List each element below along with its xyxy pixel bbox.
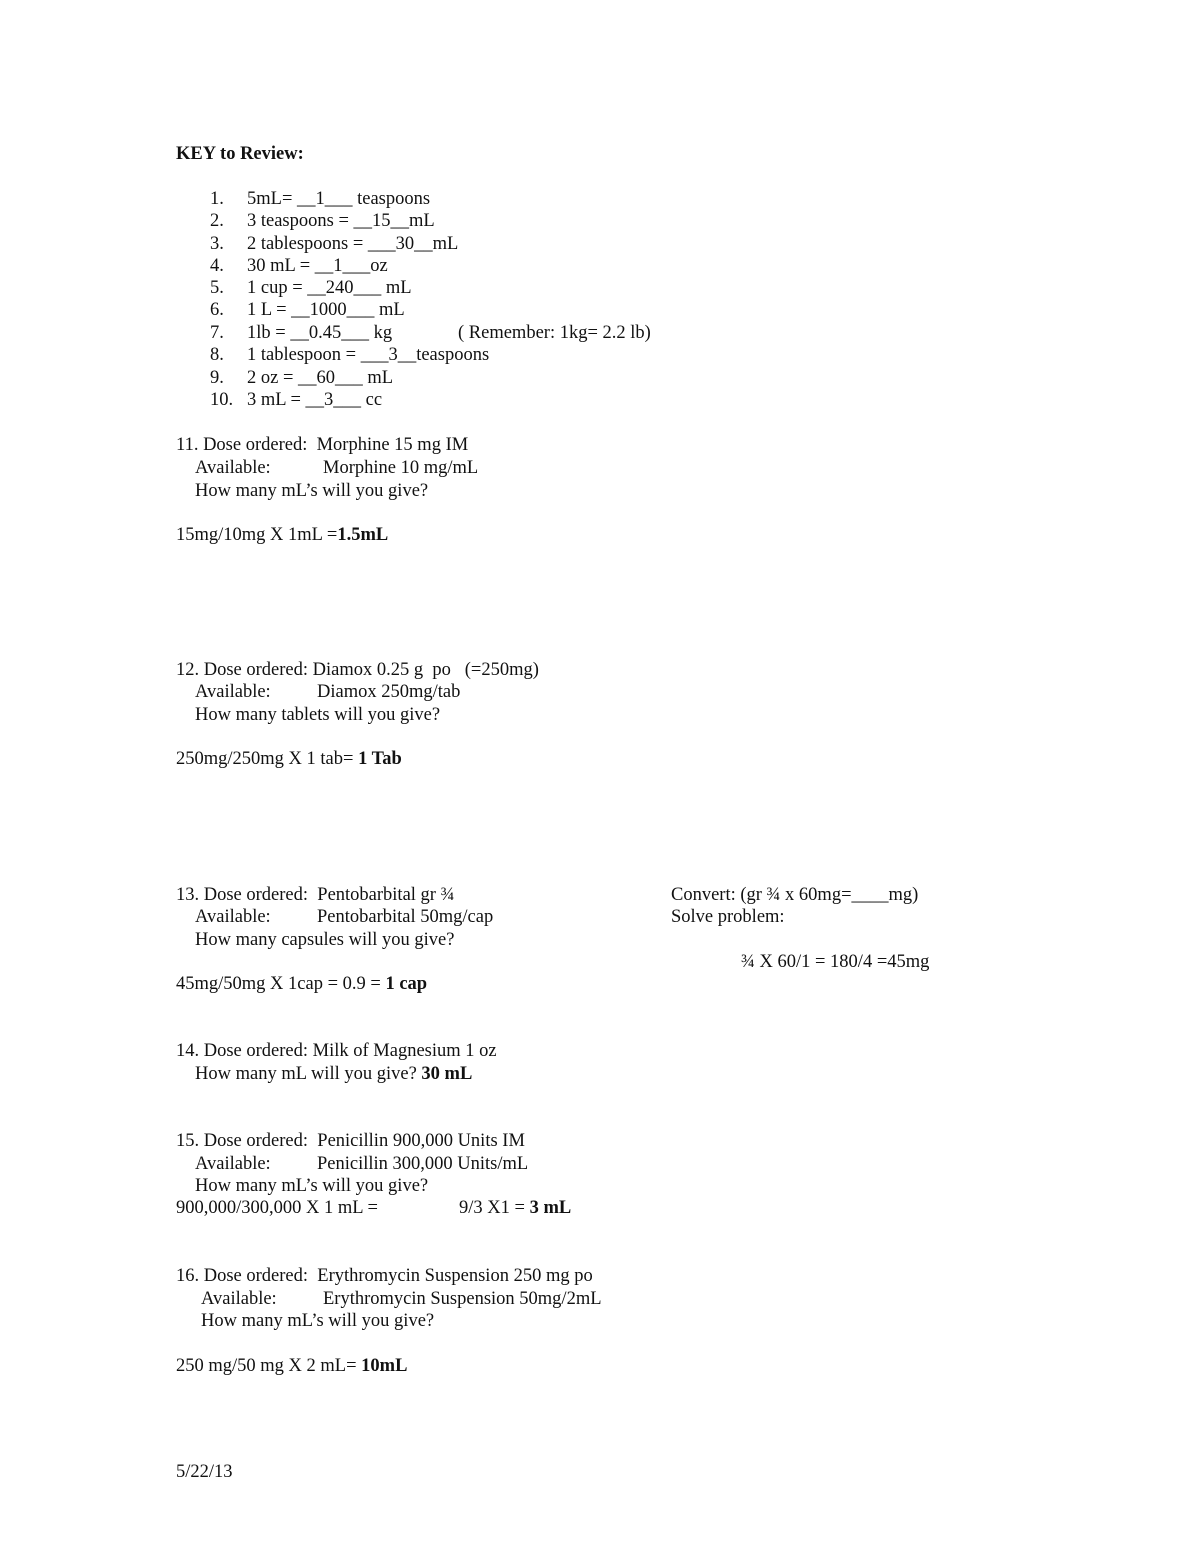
answer-work: 250mg/250mg X 1 tab=	[176, 749, 359, 769]
solve-label: Solve problem:	[671, 907, 785, 927]
list-item-text: 30 mL = __1___oz	[247, 256, 388, 276]
list-item-number: 3.	[210, 234, 224, 254]
available-value: Erythromycin Suspension 50mg/2mL	[323, 1289, 602, 1309]
answer-result: 1.5mL	[337, 525, 389, 545]
list-item-text: 3 teaspoons = __15__mL	[247, 211, 435, 231]
question-text: How many capsules will you give?	[195, 930, 455, 950]
dose-ordered: 14. Dose ordered: Milk of Magnesium 1 oz	[176, 1041, 497, 1061]
answer-result: 1 cap	[385, 974, 428, 994]
question-text: How many mL’s will you give?	[195, 481, 429, 501]
footer-date: 5/22/13	[176, 1462, 233, 1482]
available-value: Morphine 10 mg/mL	[323, 458, 479, 478]
convert-note: Convert: (gr ¾ x 60mg=____mg)	[671, 885, 919, 905]
list-item-text: 3 mL = __3___ cc	[247, 390, 383, 410]
available-label: Available:	[195, 682, 271, 702]
list-item-text: 1 L = __1000___ mL	[247, 300, 405, 320]
list-item-text: 1lb = __0.45___ kg	[247, 323, 393, 343]
list-item-text: 2 tablespoons = ___30__mL	[247, 234, 459, 254]
list-item-text: 5mL= __1___ teaspoons	[247, 189, 431, 209]
list-item-text: 1 tablespoon = ___3__teaspoons	[247, 345, 490, 365]
available-label: Available:	[201, 1289, 277, 1309]
dose-ordered: 15. Dose ordered: Penicillin 900,000 Units IM	[176, 1131, 525, 1151]
answer	[176, 1355, 407, 1377]
dose-ordered: 16. Dose ordered: Erythromycin Suspension 250 mg po	[176, 1266, 593, 1286]
question-text	[195, 1063, 472, 1085]
question-text: How many mL’s will you give?	[201, 1311, 435, 1331]
answer-result: 10mL	[361, 1356, 408, 1376]
available-value: Diamox 250mg/tab	[317, 682, 461, 702]
dose-ordered: 11. Dose ordered: Morphine 15 mg IM	[176, 435, 469, 455]
question-text: How many tablets will you give?	[195, 705, 441, 725]
answer	[176, 973, 427, 995]
dose-ordered: 13. Dose ordered: Pentobarbital gr ¾	[176, 885, 455, 905]
available-value: Pentobarbital 50mg/cap	[317, 907, 494, 927]
question-text: How many mL’s will you give?	[195, 1176, 429, 1196]
list-item-number: 6.	[210, 300, 224, 320]
list-item-number: 1.	[210, 189, 224, 209]
page-title: KEY to Review:	[176, 144, 304, 164]
answer-work: 45mg/50mg X 1cap = 0.9 =	[176, 974, 386, 994]
list-item-text: 2 oz = __60___ mL	[247, 368, 394, 388]
answer-work: 250 mg/50 mg X 2 mL=	[176, 1356, 362, 1376]
available-value: Penicillin 300,000 Units/mL	[317, 1154, 529, 1174]
list-item-number: 7.	[210, 323, 224, 343]
list-item-number: 9.	[210, 368, 224, 388]
list-item-number: 2.	[210, 211, 224, 231]
answer	[176, 524, 388, 546]
answer-work: 15mg/10mg X 1mL =	[176, 525, 338, 545]
list-item-number: 4.	[210, 256, 224, 276]
available-label: Available:	[195, 458, 271, 478]
answer-work: 900,000/300,000 X 1 mL =	[176, 1198, 378, 1218]
list-item-text: 1 cup = __240___ mL	[247, 278, 412, 298]
dose-ordered: 12. Dose ordered: Diamox 0.25 g po (=250mg)	[176, 660, 539, 680]
answer-result: 3 mL	[529, 1198, 572, 1218]
solve-calculation: ¾ X 60/1 = 180/4 =45mg	[741, 952, 930, 972]
list-item-number: 8.	[210, 345, 224, 365]
answer-result: 1 Tab	[358, 749, 402, 769]
list-item-number: 5.	[210, 278, 224, 298]
answer	[459, 1197, 571, 1219]
list-item-number: 10.	[210, 390, 234, 410]
answer	[176, 748, 402, 770]
available-label: Available:	[195, 1154, 271, 1174]
answer-work-2: 9/3 X1 =	[459, 1198, 530, 1218]
question-prompt: How many mL will you give?	[195, 1064, 422, 1084]
available-label: Available:	[195, 907, 271, 927]
answer-result: 30 mL	[421, 1064, 473, 1084]
remember-note: ( Remember: 1kg= 2.2 lb)	[458, 323, 651, 343]
